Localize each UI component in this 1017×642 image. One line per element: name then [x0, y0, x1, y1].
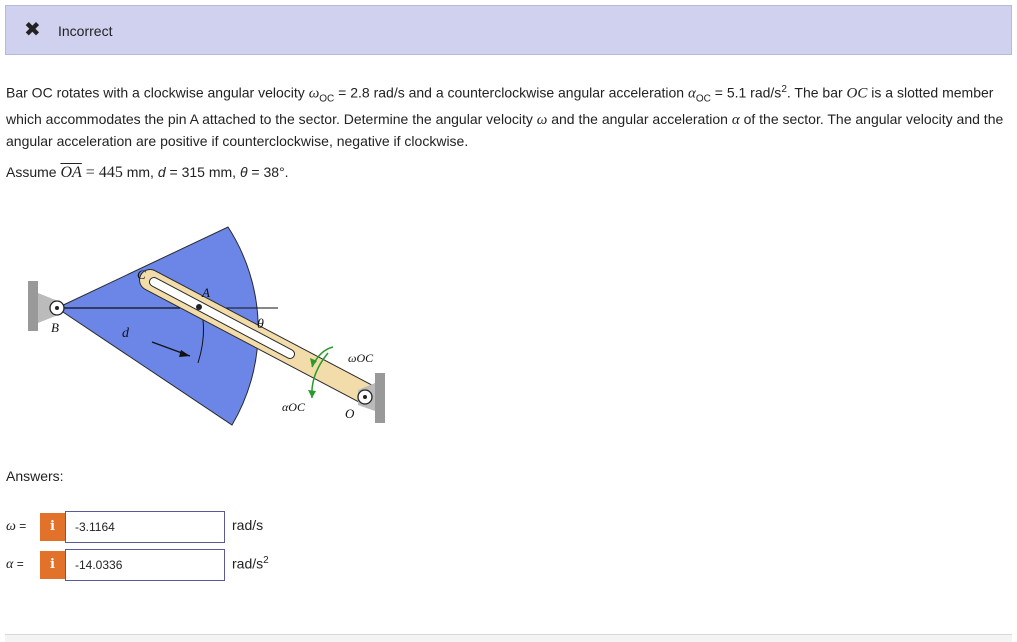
alpha-label: α =	[6, 557, 24, 572]
label-c: C	[137, 267, 146, 282]
left-wall	[28, 281, 38, 331]
label-omega-oc: ωOC	[348, 351, 374, 365]
problem-text: and the angular acceleration	[547, 111, 732, 128]
pivot-b-center	[55, 306, 59, 310]
info-icon[interactable]: i	[40, 513, 65, 541]
oa-value: = 445	[81, 164, 123, 181]
problem-text: of the sector. The angular velocity and the angular acceleration are positive if counterclockwise, negative if clockwise.	[6, 111, 1004, 150]
pin-a	[196, 304, 202, 310]
omega-answer-field[interactable]: -3.1164	[65, 511, 225, 543]
assumptions	[6, 164, 289, 182]
x-icon: ✖	[24, 19, 41, 41]
label-o: O	[345, 406, 355, 421]
oa-unit: mm,	[122, 164, 158, 180]
omega-unit: rad/s	[232, 517, 264, 533]
theta-symbol: θ	[239, 164, 248, 180]
alpha-unit: rad/$s^2$	[232, 555, 269, 572]
problem-statement	[6, 79, 1006, 152]
oc-subscript: OC	[319, 93, 335, 105]
label-b: B	[51, 320, 59, 335]
square-superscript: 2	[781, 84, 787, 95]
theta-value: = 38°.	[247, 164, 289, 180]
d-value: = 315 mm,	[165, 164, 240, 180]
status-text: Incorrect	[58, 23, 113, 39]
problem-text: . The bar	[786, 84, 847, 101]
alpha-symbol: α	[731, 112, 740, 129]
info-icon[interactable]: i	[40, 551, 65, 579]
problem-text: = 5.1 rad/s	[710, 84, 782, 101]
alpha-arrowhead	[308, 390, 316, 398]
problem-text: = 2.8 rad/s and a counterclockwise angular acceleration	[334, 84, 688, 101]
assume-label: Assume	[6, 164, 61, 180]
pivot-o-center	[363, 395, 367, 399]
omega-symbol: ω	[308, 85, 320, 102]
label-a: A	[202, 285, 210, 300]
label-theta: θ	[257, 317, 264, 332]
omega-symbol: ω	[536, 112, 548, 129]
problem-text: Bar OC rotates with a clockwise angular velocity	[6, 84, 309, 101]
oc-subscript: OC	[695, 93, 711, 105]
label-alpha-oc: αOC	[282, 400, 305, 414]
alpha-symbol: α	[688, 85, 696, 102]
d-symbol: d	[157, 164, 166, 180]
problem-text: is a slotted member which accommodates the pin A attached to the sector. Determine the angular velocity	[6, 84, 994, 128]
mechanism-figure	[20, 215, 400, 430]
right-wall	[375, 373, 385, 423]
omega-label: ω =	[6, 519, 27, 534]
answers-label: Answers:	[6, 468, 64, 484]
oa-symbol: $\overline{OA}$	[60, 164, 82, 181]
label-d: d	[122, 326, 129, 341]
alpha-answer-field[interactable]: -14.0336	[65, 549, 225, 581]
oc-name: OC	[846, 85, 868, 102]
result-banner	[5, 5, 1012, 55]
